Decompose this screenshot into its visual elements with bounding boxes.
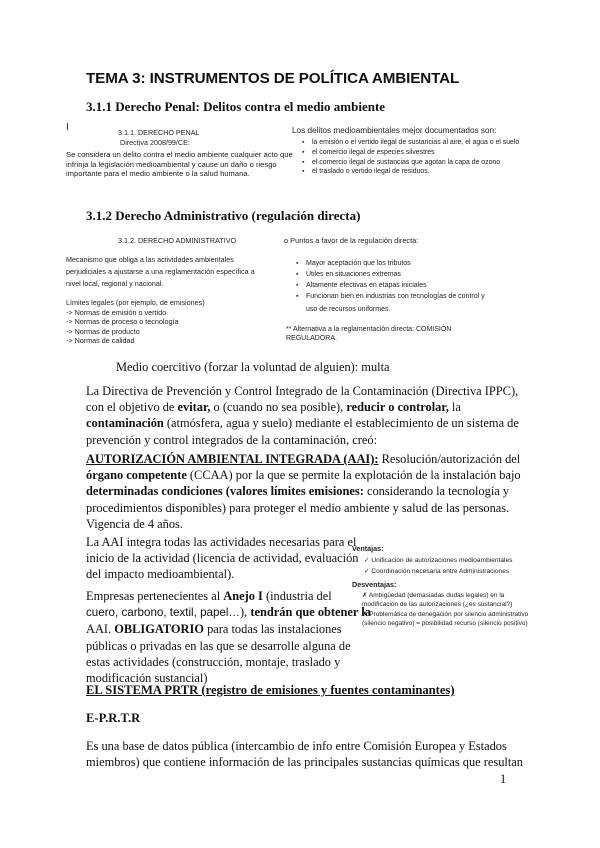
text-span: AAI. [86, 622, 115, 637]
text-span: Empresas pertenecientes al [86, 589, 224, 603]
list-item: ▪ la emisión o el vertido ilegal de sustancias al aire, el agua o el suelo [302, 138, 519, 148]
admin-line: nivel local, regional y nacional. [66, 279, 164, 288]
admin-line: perjudiciales a ajustarse a una reglamentación específica a [66, 267, 255, 276]
text-line: estas actividades (construcción, montaje, traslado y [86, 654, 341, 669]
alternative-note [286, 325, 451, 343]
section-heading-penal: 3.1.1 Derecho Penal: Delitos contra el medio ambiente [86, 99, 386, 114]
note-line: REGULADORA. [286, 335, 337, 342]
slide-marker: I [66, 122, 69, 133]
puntos-title: o Puntos a favor de la regulación directa: [284, 236, 419, 245]
page-title: TEMA 3: INSTRUMENTOS DE POLÍTICA AMBIENTAL [86, 70, 460, 87]
ventajas-list [364, 555, 512, 577]
coercive-paragraph: Medio coercitivo (forzar la voluntad de alguien): multa [116, 360, 390, 374]
desventajas-list [362, 592, 528, 628]
integra-paragraph [86, 534, 358, 583]
text-line: procedimientos disponibles) para proteger el medio ambiente y salud de las personas. [86, 500, 510, 515]
text-line [86, 604, 371, 621]
list-item: modificación de las autorizaciones (¿es sustancial?) [362, 600, 513, 608]
text-line: Vigencia de 4 años. [86, 516, 183, 531]
penal-line: Se considera un delito contra el medio ambiente cualquier acto que [66, 150, 293, 159]
list-item: ▪ Altamente efectivas en etapas iniciales [296, 280, 485, 291]
text-span: con el objetivo de [86, 400, 178, 415]
bold-text: órgano competente [86, 468, 187, 483]
limits-title: Límites legales (por ejemplo, de emisiones) [66, 298, 205, 307]
list-item: ✓ Coordinación necesaria entre Administraciones [364, 568, 510, 575]
text-line: La AAI integra todas las actividades necesarias para el [86, 535, 357, 549]
anejo-paragraph [86, 588, 371, 686]
penal-line: infrinja la legislación medioambiental y cause un daño o riesgo [66, 159, 277, 169]
aai-heading: AUTORIZACIÓN AMBIENTAL INTEGRADA (AAI): [86, 452, 379, 466]
bold-text: determinadas condiciones (valores límites emisiones: [86, 484, 364, 499]
text-span: la [448, 400, 461, 415]
admin-slide-text [66, 254, 266, 290]
text-span: ), [240, 605, 251, 620]
text-line [86, 451, 521, 467]
admin-slide-title: 3.1.2. DERECHO ADMINISTRATIVO [118, 236, 237, 245]
bold-text: evitar, [177, 400, 211, 415]
text-line [86, 467, 521, 483]
text-line: inicio de la actividad (licencia de actividad, evaluación [86, 551, 359, 566]
list-item: ✗ Problemática de denegación por silencio administrativo [362, 611, 529, 619]
eprtr-heading: E-P.R.T.R [86, 711, 141, 725]
delitos-title: Los delitos medioambientales mejor documentados son: [292, 126, 497, 135]
text-line [86, 483, 521, 499]
text-line: miembros) que contiene información de las principales sustancias químicas que resultan [86, 755, 523, 770]
limits-block [66, 298, 205, 346]
text-line [86, 399, 519, 415]
list-item: ✓ Unificación de autorizaciones medioambientales [364, 557, 513, 564]
text-line [86, 415, 519, 431]
text-span: para todas las instalaciones [203, 622, 342, 637]
section-heading-admin: 3.1.2 Derecho Administrativo (regulación directa) [86, 208, 361, 223]
bold-text: contaminación [86, 416, 164, 431]
limits-item: -> Normas de emisión o vertido [66, 307, 167, 317]
desventajas-title: Desventajas: [352, 580, 397, 589]
text-line [86, 588, 371, 604]
text-span: cuero, carbono, textil, papel… [86, 606, 241, 620]
text-line: del impacto medioambiental). [86, 567, 235, 582]
note-line: ** Alternativa a la reglamentación directa: COMISIÓN [286, 326, 452, 333]
penal-line: importante para el medio ambiente o la salud humana. [66, 169, 250, 179]
ippc-paragraph [86, 383, 519, 448]
limits-item: -> Normas de proceso o tecnología [66, 317, 179, 327]
text-span: (industria del [262, 589, 332, 603]
list-item: ▪ el comercio ilegal de sustancias que agotan la capa de ozono [302, 158, 519, 168]
text-span: o (cuando no sea posible), [210, 400, 347, 415]
list-item: ▪ el traslado o vertido ilegal de residuos. [302, 167, 519, 177]
admin-line: Mecanismo que obliga a las actividades ambientales [66, 255, 234, 264]
limits-item: -> Normas de calidad [66, 336, 135, 346]
bold-text: OBLIGATORIO [114, 622, 204, 637]
text-span: considerando la tecnología y [363, 484, 510, 499]
list-item: ✗ Ambigüedad (demasiadas dudas legales) en la [362, 592, 505, 599]
text-line [86, 621, 371, 637]
penal-slide-subtitle: Directiva 2008/99/CE: [120, 138, 190, 147]
ventajas-title: Ventajas: [352, 544, 384, 553]
delitos-list [302, 138, 519, 177]
text-span: Resolución/autorización del [378, 452, 521, 466]
list-item: ▪ Funcionan bien en industrias con tecnologías de control y [296, 291, 485, 302]
list-item: ▪ Mayor aceptación que los tributos [296, 258, 485, 269]
text-line: Es una base de datos pública (intercambio de info entre Comisión Europea y Estados [86, 739, 507, 753]
text-line: La Directiva de Prevención y Control Integrado de la Contaminación (Directiva IPPC), [86, 384, 519, 398]
bold-text: reducir o controlar, [346, 400, 449, 415]
penal-slide-text [66, 150, 293, 179]
puntos-continuation: uso de recursos uniformes. [306, 306, 391, 313]
text-line: públicas o privadas en las que se desarrolle alguna de [86, 638, 351, 653]
page-number: 1 [500, 772, 507, 786]
aai-paragraph [86, 451, 521, 532]
list-item: ▪ Útiles en situaciones extremas [296, 269, 485, 280]
text-span: (atmósfera, agua y suelo) mediante el establecimiento de un sistema de [163, 416, 519, 431]
text-span: (CCAA) por la que se permite la explotación de la instalación bajo [186, 468, 521, 483]
penal-slide-title: 3.1.1. DERECHO PENAL [118, 128, 200, 137]
text-line: prevención y control integrados de la contaminación, creó: [86, 432, 378, 447]
prtr-heading: EL SISTEMA PRTR (registro de emisiones y fuentes contaminantes) [86, 683, 455, 697]
eprtr-paragraph [86, 738, 523, 770]
puntos-list [296, 258, 485, 302]
list-item: ▪ el comercio ilegal de especies silvestres [302, 148, 519, 158]
text-line: modificación sustancial) [86, 671, 208, 686]
list-item: (silencio negativo) = posibilidad recurso (silencio positivo) [362, 619, 528, 627]
limits-item: -> Normas de producto [66, 326, 140, 336]
bold-text: Anejo I [223, 589, 263, 603]
bold-text: tendrán que obtener la [250, 605, 371, 620]
